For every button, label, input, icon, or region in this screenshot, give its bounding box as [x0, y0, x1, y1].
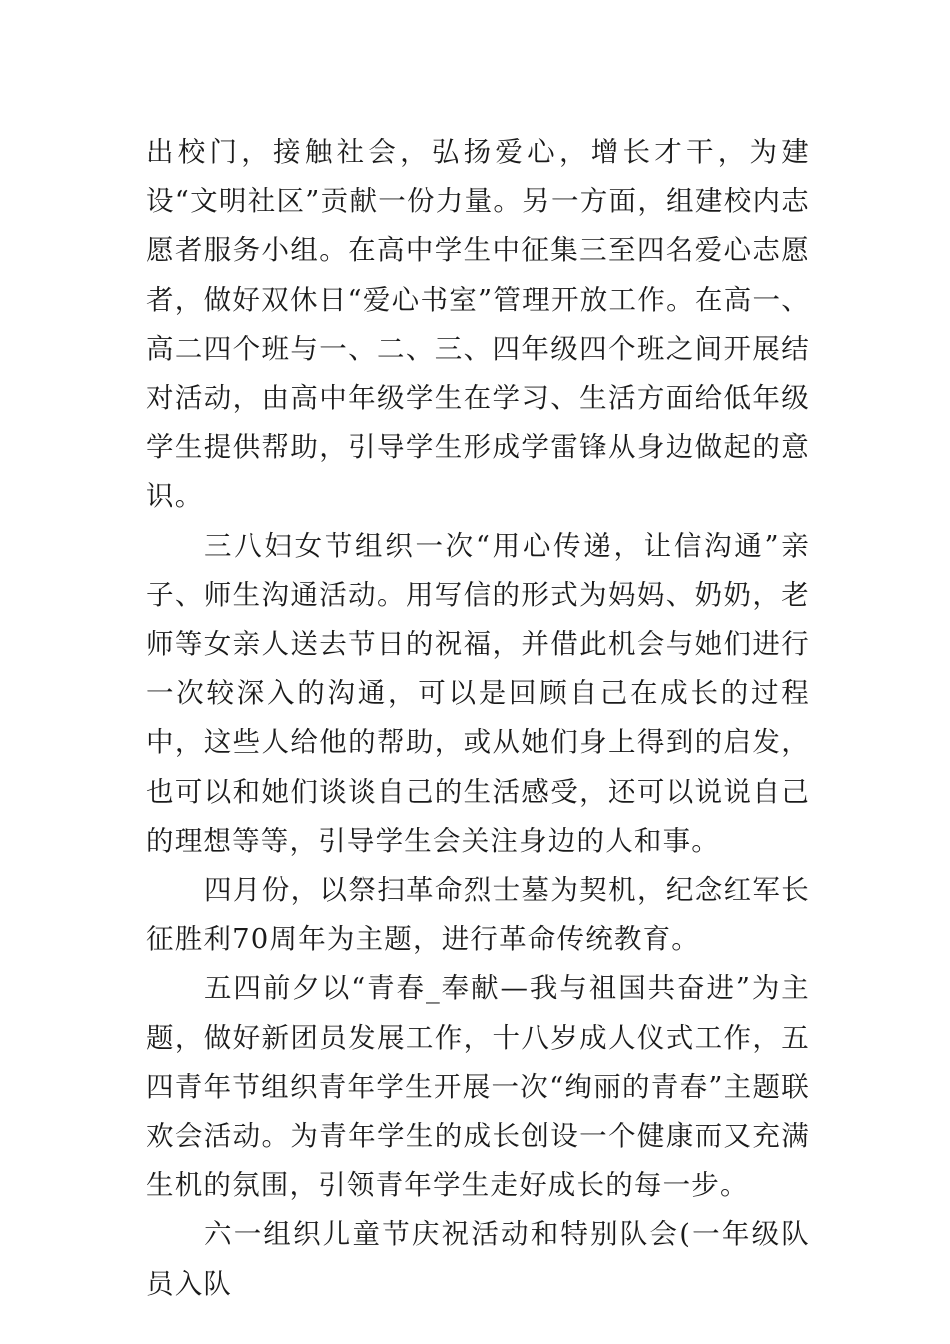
paragraph-volunteer-service: 出校门，接触社会，弘扬爱心，增长才干，为建设“文明社区”贡献一份力量。另一方面，组建校内志愿者服务小组。在高中学生中征集三至四名爱心志愿者，做好双休日“爱心书室”管理开放工作。在高一、高二四个班与一、二、三、四年级四个班之间开展结对活动，由高中年级学生在学习、生活方面给低年级学生提供帮助，引导学生形成学雷锋从身边做起的意识。	[146, 136, 810, 513]
paragraph-childrens-day: 六一组织儿童节庆祝活动和特别队会(一年级队员入队	[146, 1218, 810, 1300]
paragraph-may-fourth: 五四前夕以“青春_奉献—我与祖国共奋进”为主题，做好新团员发展工作，十八岁成人仪式工作，五四青年节组织青年学生开展一次“绚丽的青春”主题联欢会活动。为青年学生的成长创设一个健康而又充满生机的氛围，引领青年学生走好成长的每一步。	[146, 972, 810, 1202]
paragraph-april-memorial: 四月份，以祭扫革命烈士墓为契机，纪念红军长征胜利70周年为主题，进行革命传统教育。	[146, 874, 810, 956]
paragraph-womens-day: 三八妇女节组织一次“用心传递，让信沟通”亲子、师生沟通活动。用写信的形式为妈妈、奶奶，老师等女亲人送去节日的祝福，并借此机会与她们进行一次较深入的沟通，可以是回顾自己在成长的过程中，这些人给他的帮助，或从她们身上得到的启发，也可以和她们谈谈自己的生活感受，还可以说说自己的理想等等，引导学生会关注身边的人和事。	[146, 529, 810, 857]
document-body	[146, 128, 810, 1309]
